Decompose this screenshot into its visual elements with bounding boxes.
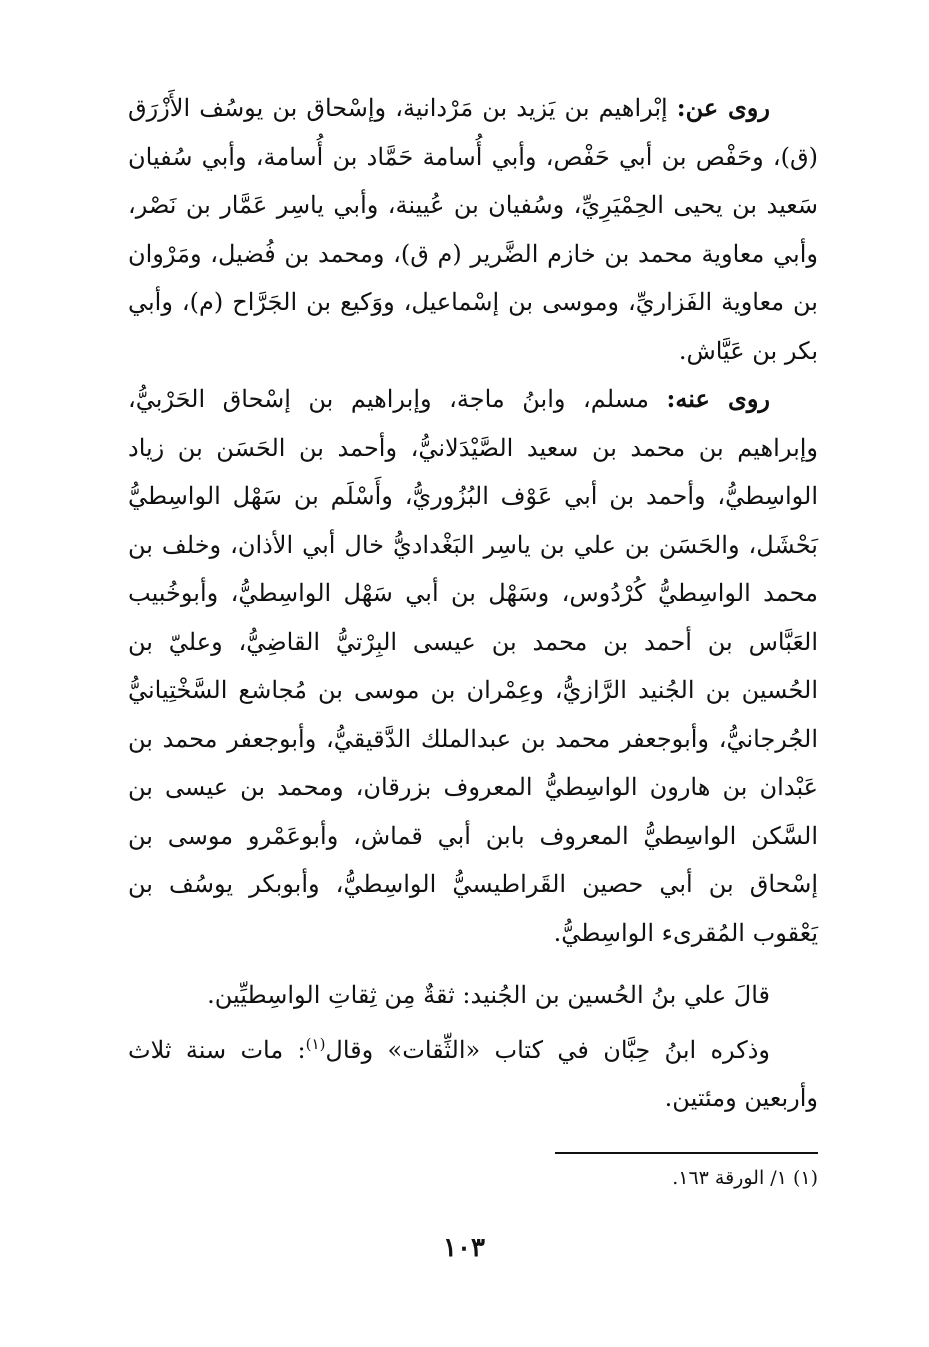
footnote-divider [555,1152,818,1154]
main-text [128,84,818,1123]
footnote-reference: (١) [305,1034,326,1053]
narrated-from-text: إبْراهيم بن يَزيد بن مَرْدانية، وإسْحاق بن يوسُف الأَزْرَق (ق)، وحَفْص بن أبي حَفْص، وأبي أُسامة حَمَّاد بن أُسامة، وأبي سُفيان سَعيد بن يحيى الحِمْيَرِيِّ، وسُفيان بن عُيينة، وأبي ياسِر عَمَّار بن نَصْر، وأبي معاوية محمد بن خازم الضَّرير (م ق)، ومحمد بن فُضيل، ومَرْوان بن معاوية الفَزاريِّ، وموسى بن إسْماعيل، ووَكيع بن الجَرَّاح (م)، وأبي بكر بن عَيَّاش. [128,94,818,365]
narrated-from-paragraph [128,84,818,375]
narrated-by-text: مسلم، وابنُ ماجة، وإبراهيم بن إسْحاق الحَرْبيُّ، وإبراهيم بن محمد بن سعيد الصَّيْدَلانيُّ، وأحمد بن الحَسَن بن زياد الواسِطيُّ، وأحمد بن أبي عَوْف البُزُوريُّ، وأَسْلَم بن سَهْل الواسِطيُّ بَحْشَل، والحَسَن بن علي بن ياسِر البَغْداديُّ خال أبي الأذان، وخلف بن محمد الواسِطيُّ كُرْدُوس، وسَهْل بن أبي سَهْل الواسِطيُّ، وأبوخُبيب العَبَّاس بن أحمد بن محمد بن عيسى البِرْتيُّ القاضِيُّ، وعليّ بن الحُسين بن الجُنيد الرَّازيُّ، وعِمْران بن موسى بن مُجاشع السَّخْتِيانيُّ الجُرجانيُّ، وأبوجعفر محمد بن عبدالملك الدَّقيقيُّ، وأبوجعفر محمد بن عَبْدان بن هارون الواسِطيُّ المعروف بزرقان، ومحمد بن عيسى بن السَّكن الواسِطيُّ المعروف بابن أبي قماش، وأبوعَمْرو موسى بن إسْحاق بن أبي حصين القَراطيسيُّ الواسِطيُّ، وأبوبكر يوسُف بن يَعْقوب المُقرىء الواسِطيُّ. [128,385,819,947]
page-number: ١٠٣ [443,1233,485,1263]
narrated-by-paragraph [128,375,818,957]
ibn-hibban-text-before: وذكره ابنُ حِبَّان في كتاب «الثِّقات» وقال [325,1035,771,1064]
ibn-hibban-paragraph [128,1020,818,1123]
ibn-hibban-text-after: : مات سنة ثلاث وأربعين ومئتين. [128,1035,818,1112]
grading-quote: قالَ علي بنُ الحُسين بن الجُنيد: ثقةٌ مِن ثِقاتِ الواسِطيِّين. [207,981,770,1009]
footnote: (١) ١/ الورقة ١٦٣. [672,1167,818,1189]
narrated-from-heading: روى عن: [676,93,770,122]
narrated-by-heading: روى عنه: [666,384,771,413]
